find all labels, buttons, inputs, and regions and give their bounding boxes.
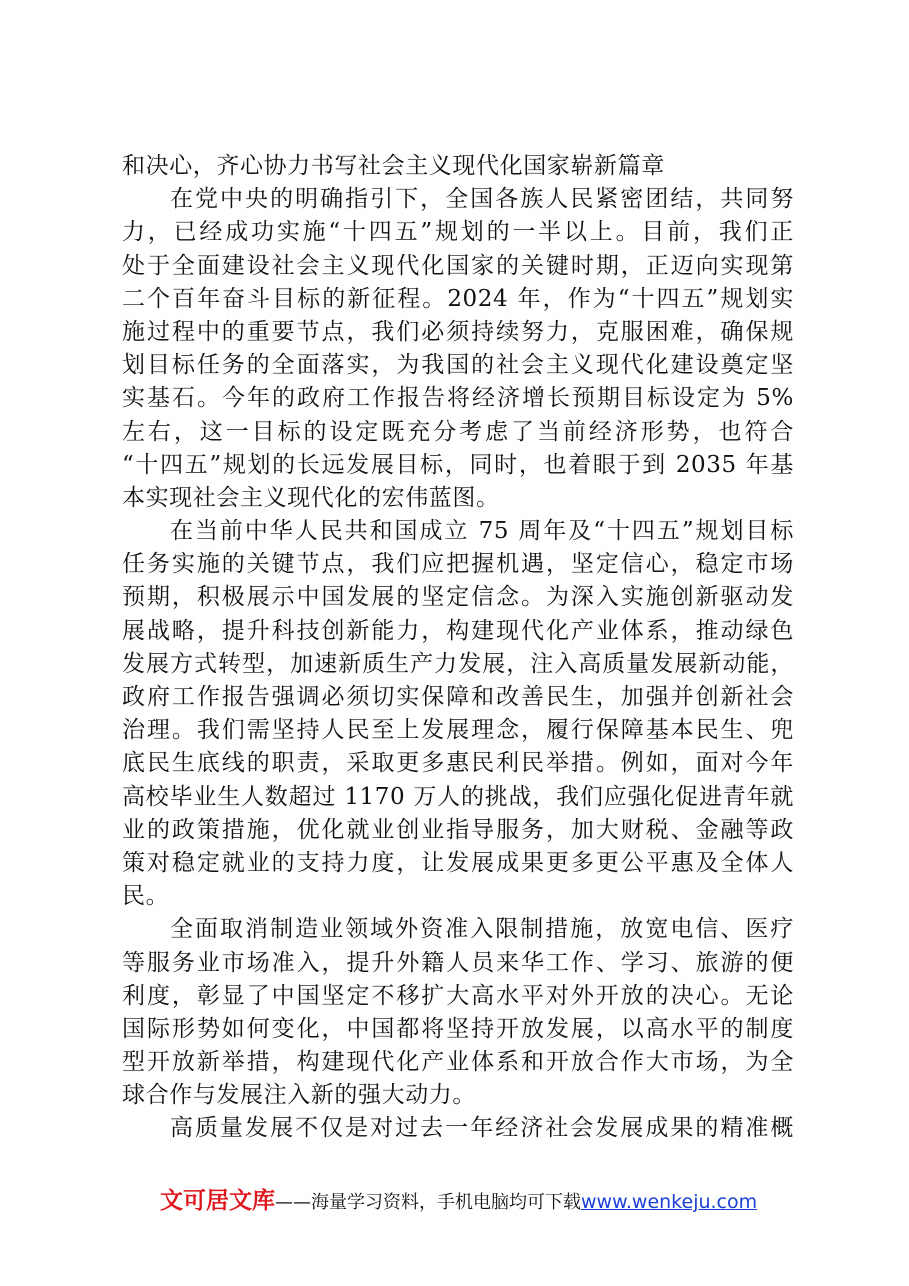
text-line: 左右，这一目标的设定既充分考虑了当前经济形势，也符合 [122,418,794,445]
footer-banner [160,1182,800,1212]
paragraph-first-line: 高质量发展不仅是对过去一年经济社会发展成果的精准概 [170,1115,794,1142]
footer-brand: 文可居文库 [160,1188,275,1214]
text-line: 底民生底线的职责，采取更多惠民利民举措。例如，面对今年 [122,750,794,777]
text-line: 任务实施的关键节点，我们应把握机遇，坚定信心，稳定市场 [122,551,794,578]
text-line: 处于全面建设社会主义现代化国家的关键时期，正迈向实现第 [122,252,794,279]
text-line: 型开放新举措，构建现代化产业体系和开放合作大市场，为全 [122,1049,794,1076]
text-line: 本实现社会主义现代化的宏伟蓝图。 [122,484,500,511]
text-line: 实基石。今年的政府工作报告将经济增长预期目标设定为 5% [122,385,794,412]
text-line: 发展方式转型，加速新质生产力发展，注入高质量发展新动能， [122,650,794,677]
paragraph-first-line: 全面取消制造业领域外资准入限制措施，放宽电信、医疗 [170,916,794,943]
text-line: 高校毕业生人数超过 1170 万人的挑战，我们应强化促进青年就 [122,783,794,810]
text-line: 策对稳定就业的支持力度，让发展成果更多更公平惠及全体人 [122,849,794,876]
text-line: 预期，积极展示中国发展的坚定信念。为深入实施创新驱动发 [122,584,794,611]
text-line: 业的政策措施，优化就业创业指导服务，加大财税、金融等政 [122,816,794,843]
text-line: 球合作与发展注入新的强大动力。 [122,1082,476,1109]
document-body [122,150,794,1146]
text-line: 力，已经成功实施“十四五”规划的一半以上。目前，我们正 [122,219,794,246]
text-line: 国际形势如何变化，中国都将坚持开放发展，以高水平的制度 [122,1015,794,1042]
footer-site-link[interactable]: www.wenkeju.com [581,1191,758,1213]
text-line: 二个百年奋斗目标的新征程。2024 年，作为“十四五”规划实 [122,285,794,312]
paragraph-first-line: 在当前中华人民共和国成立 75 周年及“十四五”规划目标 [170,518,794,545]
text-line: 和决心，齐心协力书写社会主义现代化国家崭新篇章 [122,153,665,179]
paragraph-first-line: 在党中央的明确指引下，全国各族人民紧密团结，共同努 [170,186,794,213]
text-line: 展战略，提升科技创新能力，构建现代化产业体系，推动绿色 [122,617,794,644]
text-line: 等服务业市场准入，提升外籍人员来华工作、学习、旅游的便 [122,949,794,976]
text-line: 治理。我们需坚持人民至上发展理念，履行保障基本民生、兜 [122,717,794,744]
text-line: 政府工作报告强调必须切实保障和改善民生，加强并创新社会 [122,684,794,710]
text-line: 民。 [122,883,170,910]
text-line: 划目标任务的全面落实，为我国的社会主义现代化建设奠定坚 [122,352,794,379]
text-line: 施过程中的重要节点，我们必须持续努力，克服困难，确保规 [122,318,794,345]
text-line: “十四五”规划的长远发展目标，同时，也着眼于到 2035 年基 [122,451,794,478]
footer-tagline: ——海量学习资料，手机电脑均可下载 [275,1192,581,1213]
text-line: 利度，彰显了中国坚定不移扩大高水平对外开放的决心。无论 [122,982,794,1009]
